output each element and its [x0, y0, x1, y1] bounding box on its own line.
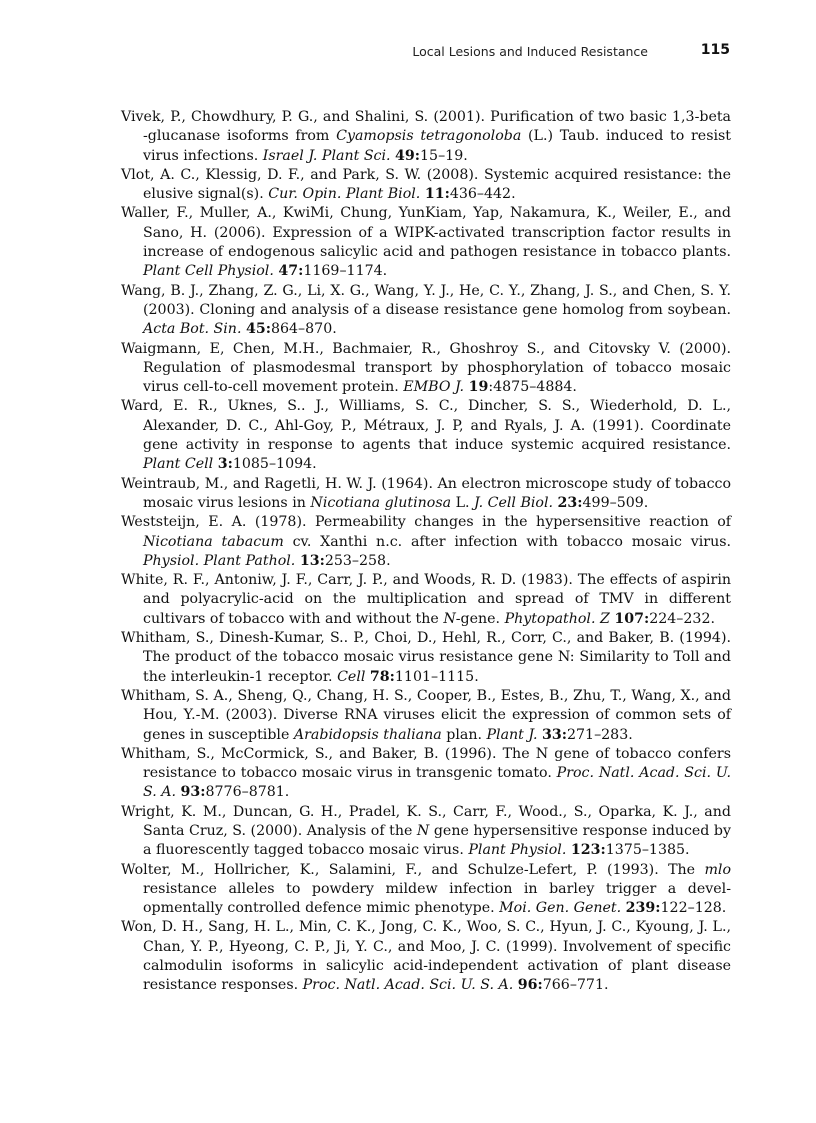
- reference-entry: Ward, E. R., Uknes, S.. J., Williams, S. C., Dincher, S. S., Wiederhold, D. L., Alexander, D. C., Ahl-Goy, P., Métraux, J. P, and Ryals, J. A. (1991). Coordinate gene activity in response to agents that induce systemic acquired resistance. Plant Cell 3:1085–1094.: [121, 398, 731, 473]
- reference-entry: Vlot, A. C., Klessig, D. F., and Park, S. W. (2008). Systemic acquired resistance: the elusive signal(s). Cur. Opin. Plant Biol. 11:436–442.: [121, 166, 731, 203]
- reference-entry: White, R. F., Antoniw, J. F., Carr, J. P., and Woods, R. D. (1983). The effects of aspirin and polyacrylic-acid on the multiplication and spread of TMV in different cultivars of tobacco with and without the N-gene. Phytopathol. Z 107:224–232.: [121, 572, 731, 627]
- running-title: Local Lesions and Induced Resistance: [412, 44, 648, 59]
- reference-list: [121, 108, 731, 996]
- reference-entry: Wright, K. M., Duncan, G. H., Pradel, K. S., Carr, F., Wood., S., Oparka, K. J., and Santa Cruz, S. (2000). Analysis of the N gene hypersensitive response induced by a fluorescently tagged tobacco mosaic virus. Plant Physiol. 123:1375–1385.: [121, 803, 731, 859]
- reference-entry: Weintraub, M., and Ragetli, H. W. J. (1964). An electron microscope study of tobacco mosaic virus lesions in Nicotiana glutinosa L. J. Cell Biol. 23:499–509.: [121, 475, 731, 511]
- reference-entry: Weststeijn, E. A. (1978). Permeability changes in the hypersensitive reaction of Nicotiana tabacum cv. Xanthi n.c. after infection with tobacco mosaic virus. Physiol. Plant Pathol. 13:253–258.: [121, 514, 731, 569]
- reference-entry: Won, D. H., Sang, H. L., Min, C. K., Jong, C. K., Woo, S. C., Hyun, J. C., Kyoung, J. L., Chan, Y. P., Hyeong, C. P., Ji, Y. C., and Moo, J. C. (1999). Involvement of specific calmodulin isoforms in salicylic acid-independent activation of plant disease resistance responses. Proc. Natl. Acad. Sci. U. S. A. 96:766–771.: [121, 919, 731, 994]
- reference-entry: Vivek, P., Chowdhury, P. G., and Shalini, S. (2001). Purification of two basic 1,3-beta -glucanase isoforms from Cyamopsis tetragonoloba (L.) Taub. induced to resist virus infections. Israel J. Plant Sci. 49:15–19.: [121, 109, 731, 164]
- page-number: 115: [700, 42, 730, 58]
- reference-entry: Whitham, S., Dinesh-Kumar, S.. P., Choi, D., Hehl, R., Corr, C., and Baker, B. (1994). The product of the tobacco mosaic virus resistance gene N: Similarity to Toll and the interleukin-1 receptor. Cell 78:1101–1115.: [121, 630, 731, 685]
- reference-entry: Wang, B. J., Zhang, Z. G., Li, X. G., Wang, Y. J., He, C. Y., Zhang, J. S., and Chen, S. Y. (2003). Cloning and analysis of a disease resistance gene homolog from soybean. Acta Bot. Sin. 45:864–870.: [121, 282, 731, 338]
- reference-entry: Waigmann, E, Chen, M.H., Bachmaier, R., Ghoshroy S., and Citovsky V. (2000). Regulation of plasmodesmal transport by phosphorylation of tobacco mosaic virus cell-to-cell movement protein. EMBO J. 19:4875–4884.: [121, 340, 731, 396]
- reference-entry: Whitham, S. A., Sheng, Q., Chang, H. S., Cooper, B., Estes, B., Zhu, T., Wang, X., and Hou, Y.-M. (2003). Diverse RNA viruses elicit the expression of common sets of genes in susceptible Arabidopsis thaliana plan. Plant J. 33:271–283.: [121, 687, 731, 743]
- reference-entry: Waller, F., Muller, A., KwiMi, Chung, YunKiam, Yap, Nakamura, K., Weiler, E., and Sano, H. (2006). Expression of a WIPK-activated transcription factor results in increase of endogenous salicylic acid and pathogen resistance in tobacco plants. Plant Cell Physiol. 47:1169–1174.: [121, 205, 731, 280]
- reference-entry: Whitham, S., McCormick, S., and Baker, B. (1996). The N gene of tobacco confers resistance to tobacco mosaic virus in transgenic tomato. Proc. Natl. Acad. Sci. U. S. A. 93:8776–8781.: [121, 745, 731, 801]
- reference-entry: Wolter, M., Hollricher, K., Salamini, F., and Schulze-Lefert, P. (1993). The mlo resistance alleles to powdery mildew infection in barley trigger a devel-opmentally controlled defence mimic phenotype. Moi. Gen. Genet. 239:122–128.: [121, 861, 731, 917]
